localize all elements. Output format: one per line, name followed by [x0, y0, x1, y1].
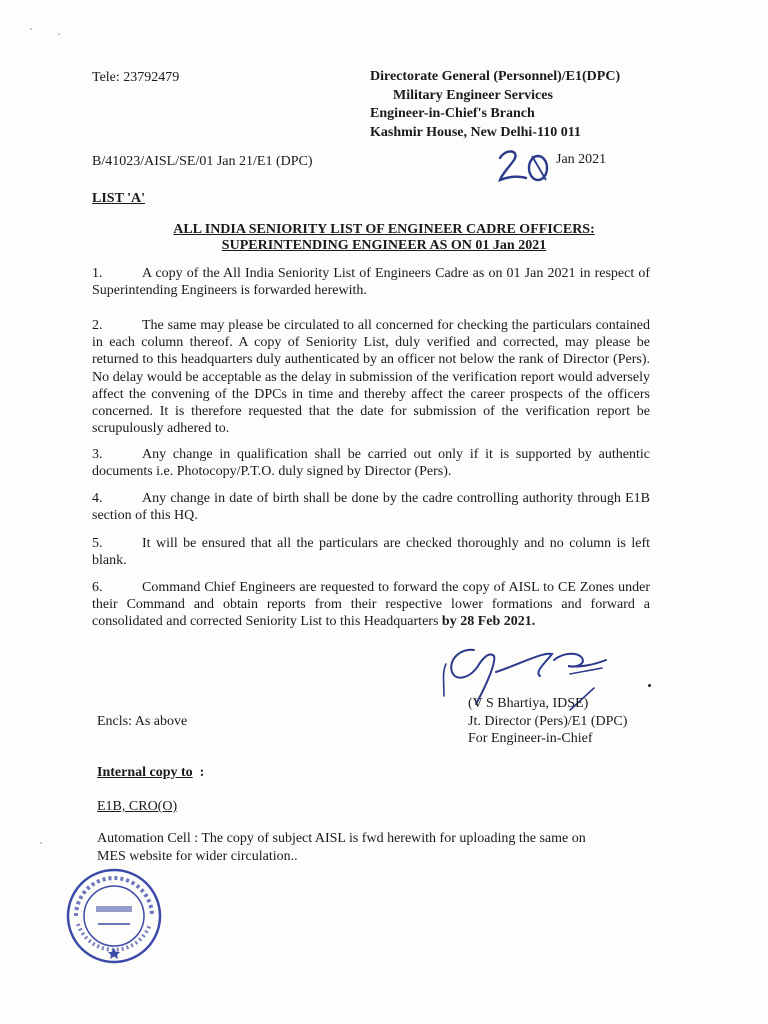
paragraph-text: Any change in date of birth shall be done by the cadre controlling authority through E1B section of this HQ.	[92, 491, 650, 524]
org-line-1: Directorate General (Personnel)/E1(DPC)	[370, 69, 621, 84]
paragraph-text: Any change in qualification shall be carried out only if it is supported by authentic documents i.e. Photocopy/P.T.O. duly signed by Director (Pers).	[92, 447, 650, 480]
paragraph-number: 1.	[92, 266, 103, 281]
paragraph-3	[92, 446, 650, 480]
handwritten-date-day	[496, 146, 552, 186]
signatory-block	[468, 695, 627, 748]
paragraph-6	[92, 579, 650, 631]
paragraph-1	[92, 265, 650, 299]
subject-heading	[92, 222, 676, 254]
paragraph-2	[92, 317, 650, 437]
signatory-for: For Engineer-in-Chief	[468, 731, 593, 746]
telephone-number: Tele: 23792479	[92, 70, 180, 85]
paragraph-text: It will be ensured that all the particulars are checked thoroughly and no column is left blank.	[92, 536, 650, 569]
automation-cell-note: Automation Cell : The copy of subject AISL is fwd herewith for uploading the same on MES website for wider circulation..	[97, 831, 586, 864]
ink-dot	[648, 684, 651, 687]
internal-copy-recipients	[97, 799, 177, 815]
subject-line-2: SUPERINTENDING ENGINEER AS ON 01 Jan 2021	[221, 238, 547, 253]
org-line-2: Military Engineer Services	[393, 87, 553, 103]
org-line-3: Engineer-in-Chief's Branch	[370, 106, 535, 121]
internal-copy-heading	[97, 765, 204, 781]
internal-copy-label: Internal copy to	[97, 765, 193, 780]
recipients-text: E1B, CRO(O)	[97, 799, 178, 814]
reference-number: B/41023/AISL/SE/01 Jan 21/E1 (DPC)	[92, 154, 313, 169]
paragraph-text: A copy of the All India Seniority List of Engineers Cadre as on 01 Jan 2021 in respect of Superintending Engineers is forwarded herewith.	[92, 266, 650, 299]
list-label: LIST 'A'	[92, 191, 146, 206]
subject-line-1: ALL INDIA SENIORITY LIST OF ENGINEER CADRE OFFICERS:	[173, 222, 595, 237]
paragraph-4	[92, 490, 650, 524]
paragraph-number: 6.	[92, 580, 103, 595]
paragraph-text: The same may please be circulated to all concerned for checking the particulars contained in each column thereof. A copy of Seniority List, duly verified and corrected, may please be returned to this headquarters duly authenticated by an officer not below the rank of Director (Pers). No delay would be acceptable as the delay in submission of the verification report would adversely affect the convening of the DPCs in time and thereby affect the career prospects of the officers concerned. It is therefore requested that the date for submission of the verification report be scrupulously adhered to.	[92, 318, 650, 437]
letterhead-address	[370, 68, 620, 142]
paragraph-number: 2.	[92, 318, 103, 333]
internal-copy-colon: :	[199, 765, 205, 780]
paragraph-5	[92, 535, 650, 569]
signatory-name: (V S Bhartiya, IDSE)	[468, 696, 589, 711]
paragraph-text: Command Chief Engineers are requested to forward the copy of AISL to CE Zones under their Command and obtain reports from their respective lower formations and forward a consolidated and corrected Seniority List to this Headquarters	[92, 580, 650, 630]
paragraph-number: 3.	[92, 447, 103, 462]
signatory-designation: Jt. Director (Pers)/E1 (DPC)	[468, 713, 628, 729]
enclosures: Encls: As above	[97, 714, 188, 729]
deadline-text: by 28 Feb 2021.	[441, 614, 536, 630]
scan-speck	[58, 33, 60, 35]
paragraph-number: 4.	[92, 491, 103, 506]
scan-speck	[30, 28, 32, 30]
org-line-4: Kashmir House, New Delhi-110 011	[370, 124, 581, 140]
office-seal-icon	[64, 866, 164, 966]
scan-speck	[40, 842, 42, 844]
date-month-year: Jan 2021	[556, 152, 607, 167]
paragraph-number: 5.	[92, 536, 103, 551]
